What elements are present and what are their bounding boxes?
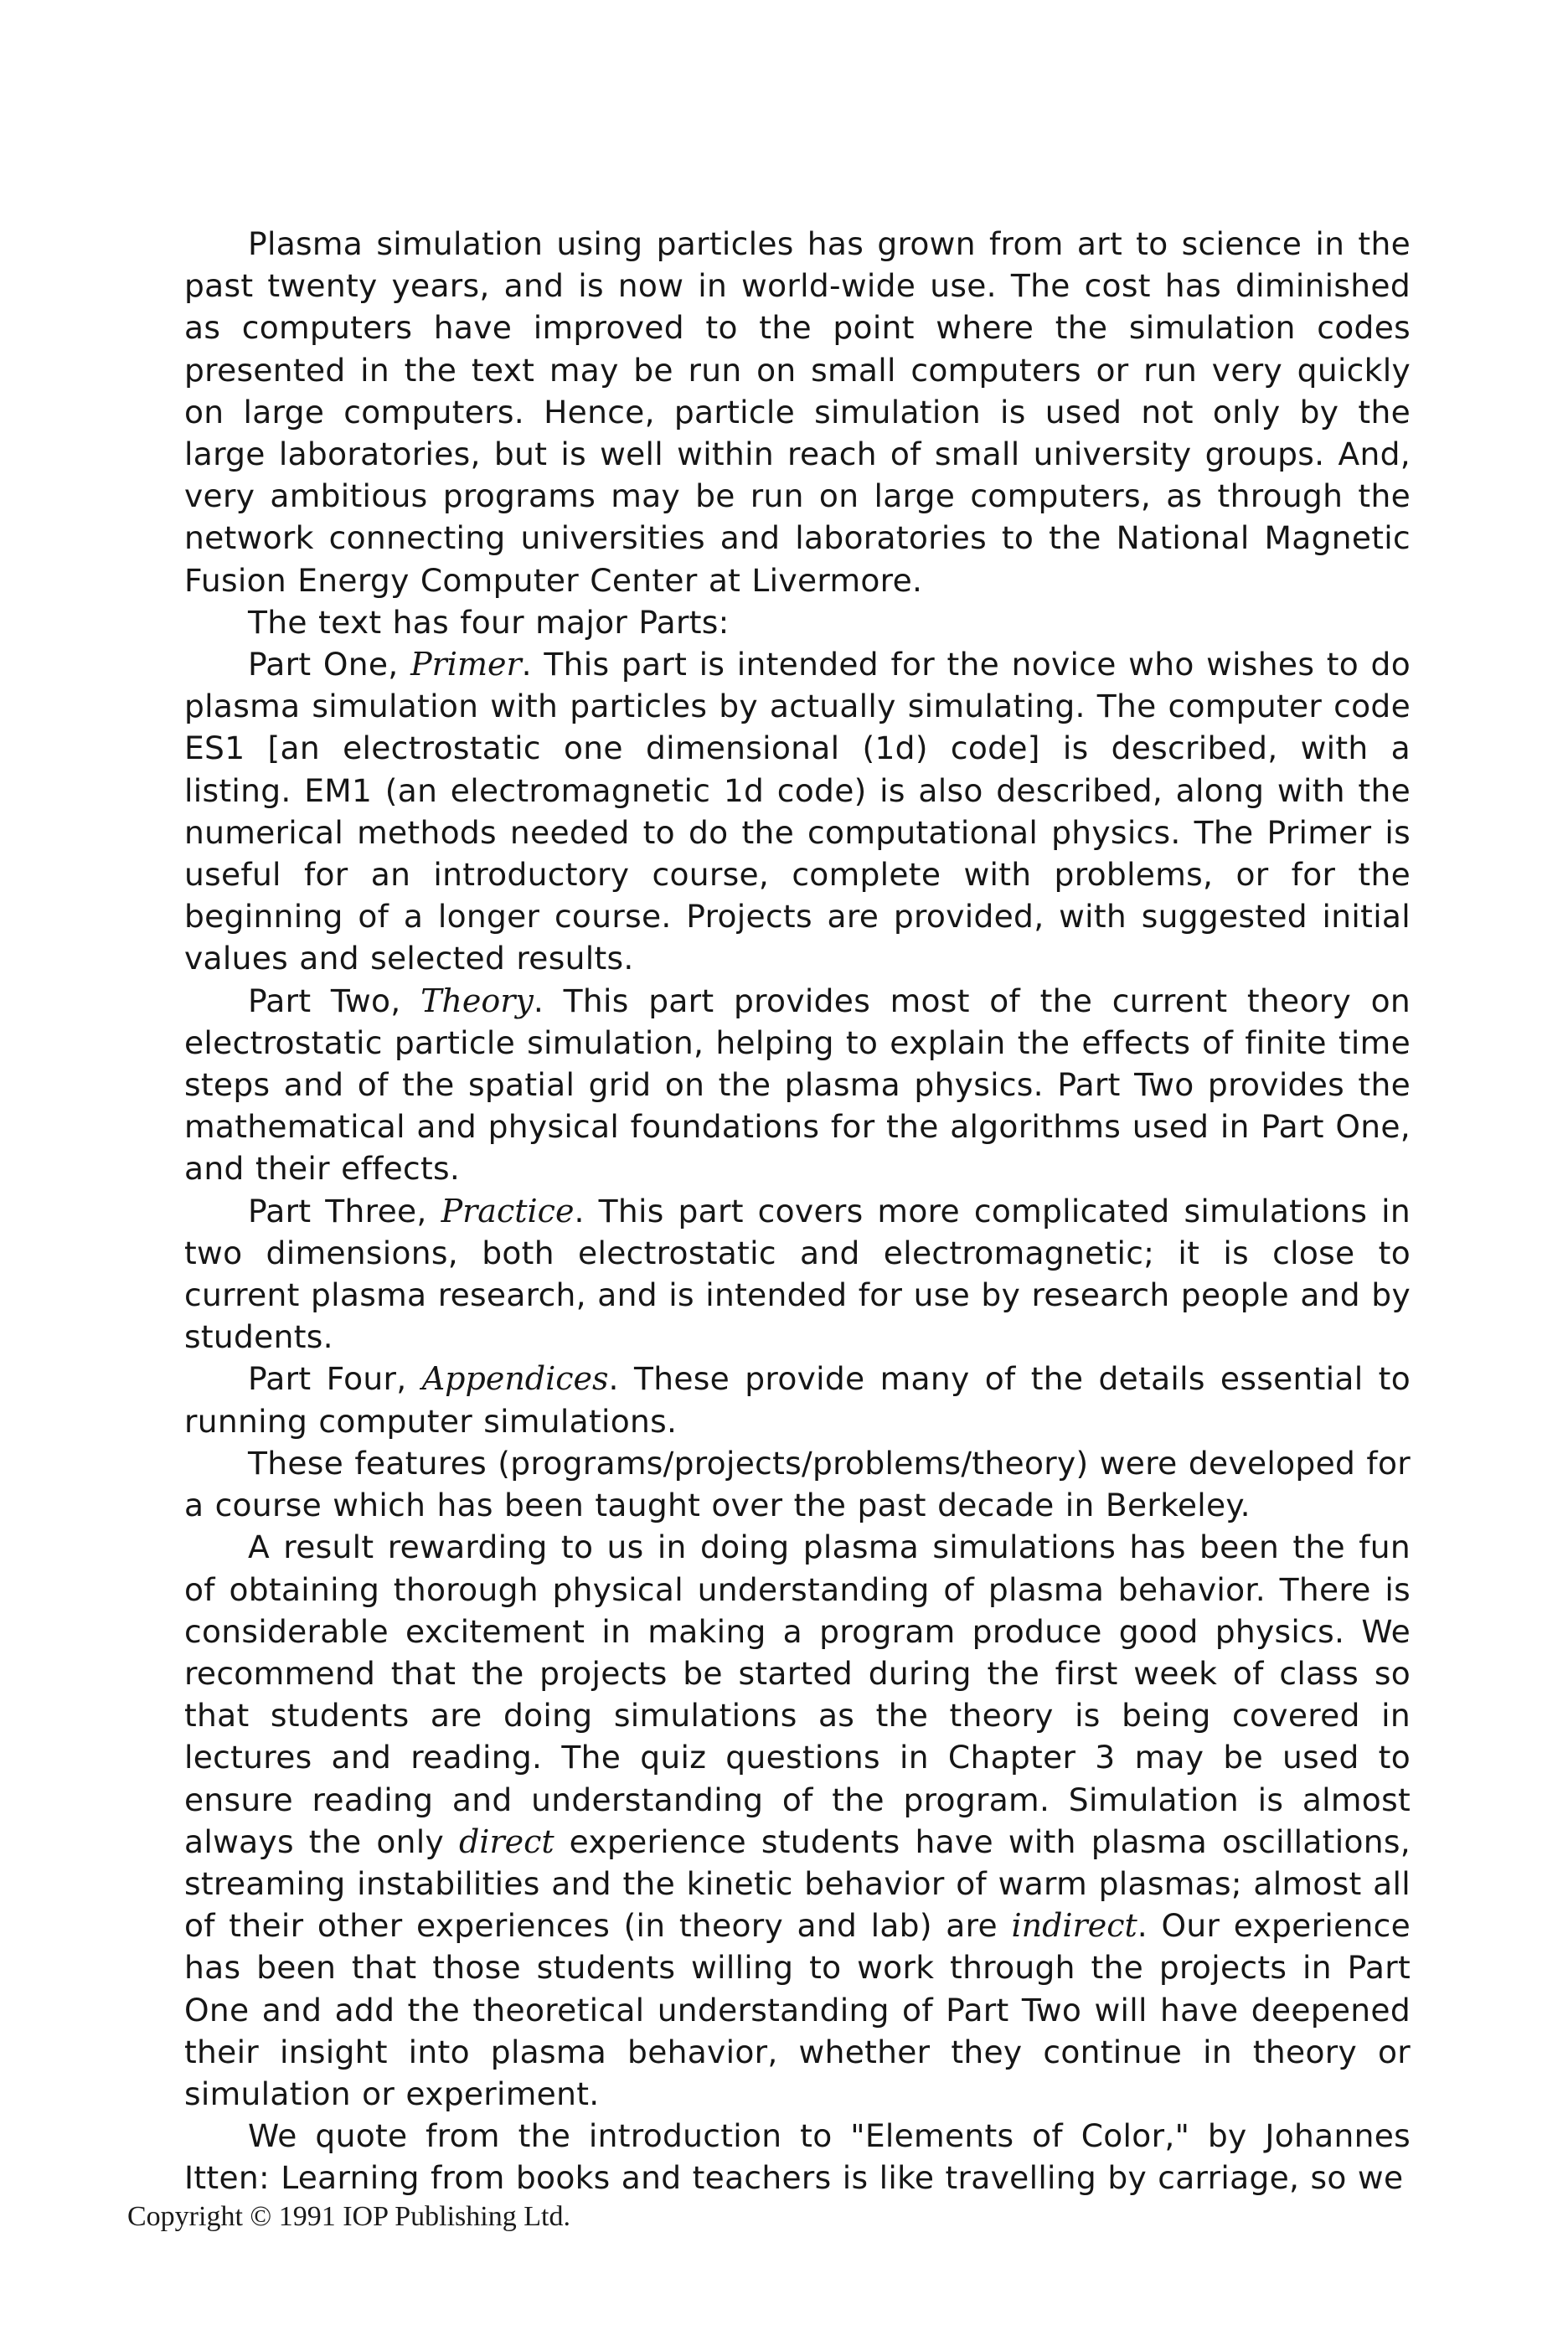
emphasis-indirect: indirect bbox=[1011, 1907, 1137, 1945]
result-text-b: experience students have with plasma oscillations, streaming instabilities and the kinetic behavior of warm plasmas; almost all of their other experiences (in theory and lab) are bbox=[184, 1822, 1411, 1945]
part-one-lead: Part One, bbox=[248, 646, 411, 683]
emphasis-direct: direct bbox=[458, 1822, 554, 1860]
paragraph-part-one bbox=[184, 643, 1411, 980]
part-three-body: . This part covers more complicated simulations in two dimensions, both electrostatic and electromagnetic; it is close to current plasma research, and is intended for use by research people and by students. bbox=[184, 1192, 1411, 1356]
paragraph-part-four bbox=[184, 1358, 1411, 1441]
part-two-title: Theory bbox=[420, 982, 534, 1019]
paragraph-part-two bbox=[184, 980, 1411, 1190]
part-one-title: Primer bbox=[410, 646, 522, 683]
part-four-lead: Part Four, bbox=[248, 1360, 422, 1398]
result-text-a: A result rewarding to us in doing plasma simulations has been the fun of obtaining thorough physical understanding of plasma behavior. There is considerable excitement in making a program produce good physics. We recommend that the projects be started during the first week of class so that students are doing simulations as the theory is being covered in lectures and reading. The quiz questions in Chapter 3 may be used to ensure reading and understanding of the program. Simulation is almost always the only bbox=[184, 1529, 1411, 1860]
part-four-body: . These provide many of the details essential to running computer simulations. bbox=[184, 1360, 1411, 1440]
part-three-title: Practice bbox=[441, 1192, 575, 1230]
paragraph-intro: Plasma simulation using particles has grown from art to science in the past twenty years, and is now in world-wide use. The cost has diminished as computers have improved to the point where the simulation codes presented in the text may be run on small computers or run very quickly on large computers. Hence, particle simulation is used not only by the large laboratories, but is well within reach of small university groups. And, very ambitious programs may be run on large computers, as through the network connecting universities and laboratories to the National Magnetic Fusion Energy Computer Center at Livermore. bbox=[184, 225, 1411, 599]
part-two-body: . This part provides most of the current theory on electrostatic particle simulation, helping to explain the effects of finite time steps and of the spatial grid on the plasma physics. Part Two provides the mathematical and physical foundations for the algorithms used in Part One, and their effects. bbox=[184, 982, 1411, 1188]
paragraph-parts-overview: The text has four major Parts: bbox=[248, 603, 730, 641]
paragraph-part-three bbox=[184, 1190, 1411, 1358]
part-three-lead: Part Three, bbox=[248, 1192, 441, 1230]
paragraph-rewarding-result bbox=[184, 1526, 1411, 2115]
preface-body bbox=[184, 223, 1411, 2199]
paragraph-features: These features (programs/projects/problems/theory) were developed for a course which has been taught over the past decade in Berkeley. bbox=[184, 1444, 1411, 1524]
part-two-lead: Part Two, bbox=[248, 982, 421, 1019]
part-four-title: Appendices bbox=[421, 1360, 609, 1398]
paragraph-itten-quote: We quote from the introduction to "Elements of Color," by Johannes Itten: Learning from books and teachers is like travelling by carriage, so we bbox=[184, 2117, 1411, 2197]
copyright-notice: Copyright © 1991 IOP Publishing Ltd. bbox=[127, 2201, 570, 2232]
part-one-body: . This part is intended for the novice who wishes to do plasma simulation with particles by actually simulating. The computer code ES1 [an electrostatic one dimensional (1d) code] is described, with a listing. EM1 (an electromagnetic 1d code) is also described, along with the numerical methods needed to do the computational physics. The Primer is useful for an introductory course, complete with problems, or for the beginning of a longer course. Projects are provided, with suggested initial values and selected results. bbox=[184, 646, 1411, 977]
result-text-c: . Our experience has been that those students willing to work through the projects in Part One and add the theoretical understanding of Part Two will have deepened their insight into plasma behavior, whether they continue in theory or simulation or experiment. bbox=[184, 1907, 1411, 2112]
